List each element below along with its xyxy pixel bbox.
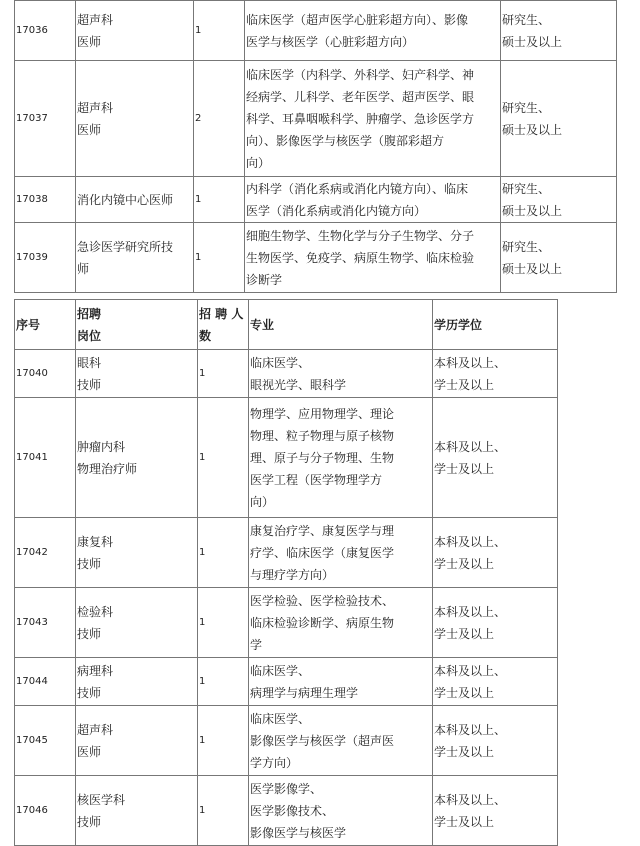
major-cell-line: 向）: [246, 155, 271, 170]
position-cell-line: 核医学科: [77, 792, 126, 807]
degree-cell: [501, 1, 617, 61]
major-cell-line: 医学与核医学（心脏彩超方向）: [246, 34, 415, 49]
major-cell-line: 影像医学与核医学（超声医: [250, 733, 395, 748]
serial-number-cell: 17039: [15, 223, 76, 293]
degree-cell-line: 硕士及以上: [502, 122, 563, 137]
serial-number-cell: 17036: [15, 1, 76, 61]
position-cell: [76, 776, 198, 846]
major-cell-line: 临床医学、: [250, 663, 311, 678]
position-cell: [76, 177, 194, 223]
major-cell-line: 医学（消化系病或消化内镜方向）: [246, 203, 427, 218]
position-cell-line: 技师: [77, 685, 102, 700]
major-cell-line: 向）、影像医学与核医学（腹部彩超方: [246, 133, 445, 148]
position-cell-line: 技师: [77, 556, 102, 571]
degree-cell-line: 学士及以上: [434, 685, 495, 700]
degree-cell-line: 硕士及以上: [502, 203, 563, 218]
headcount-cell: 1: [194, 177, 245, 223]
degree-cell: [501, 61, 617, 177]
table-header-row: [15, 300, 558, 350]
degree-cell-line: 学士及以上: [434, 626, 495, 641]
position-cell-line: 肿瘤内科: [77, 439, 126, 454]
serial-number-cell: 17044: [15, 658, 76, 706]
headcount-cell: 1: [194, 1, 245, 61]
degree-cell-line: 研究生、: [502, 239, 551, 254]
degree-cell-line: 学士及以上: [434, 814, 495, 829]
degree-cell: [501, 177, 617, 223]
degree-cell-line: 学士及以上: [434, 461, 495, 476]
major-cell-line: 临床检验诊断学、病原生物: [250, 615, 395, 630]
degree-cell: [433, 350, 558, 398]
serial-number-cell: 17042: [15, 518, 76, 588]
headcount-cell: 1: [198, 518, 249, 588]
major-cell-line: 康复治疗学、康复医学与理: [250, 523, 395, 538]
position-cell-line: 技师: [77, 377, 102, 392]
degree-cell: [433, 776, 558, 846]
table-row: [15, 398, 558, 518]
headcount-cell: 1: [198, 350, 249, 398]
headcount-cell: 1: [198, 588, 249, 658]
major-cell-line: 向）: [250, 494, 275, 509]
position-cell-line: 超声科: [77, 12, 114, 27]
major-cell-line: 理、原子与分子物理、生物: [250, 450, 395, 465]
major-cell: [249, 398, 433, 518]
major-cell: [245, 177, 501, 223]
degree-cell: [433, 588, 558, 658]
degree-cell-line: 本科及以上、: [434, 722, 507, 737]
headcount-cell: 1: [198, 706, 249, 776]
headcount-cell: 1: [198, 776, 249, 846]
major-cell-line: 物理学、应用物理学、理论: [250, 406, 395, 421]
headcount-cell: 1: [194, 223, 245, 293]
recruitment-table-bottom: [14, 299, 558, 846]
table-row: [15, 518, 558, 588]
degree-cell-line: 学士及以上: [434, 556, 495, 571]
degree-cell-line: 本科及以上、: [434, 604, 507, 619]
major-cell-line: 物理、粒子物理与原子核物: [250, 428, 395, 443]
table-row: [15, 706, 558, 776]
degree-cell-line: 学士及以上: [434, 744, 495, 759]
major-cell-line: 经病学、儿科学、老年医学、超声医学、眼: [246, 89, 475, 104]
position-cell-line: 医师: [77, 34, 102, 49]
position-cell-line: 急诊医学研究所技: [77, 239, 174, 254]
degree-cell: [433, 658, 558, 706]
degree-cell-line: 研究生、: [502, 100, 551, 115]
headcount-cell: 2: [194, 61, 245, 177]
position-cell-line: 医师: [77, 122, 102, 137]
major-cell: [245, 1, 501, 61]
major-cell-line: 内科学（消化系病或消化内镜方向）、临床: [246, 181, 469, 196]
serial-number-cell: 17046: [15, 776, 76, 846]
position-cell-line: 医师: [77, 744, 102, 759]
table-row: [15, 350, 558, 398]
position-cell: [76, 518, 198, 588]
degree-cell-line: 硕士及以上: [502, 261, 563, 276]
major-cell-line: 学方向）: [250, 755, 299, 770]
major-cell-line: 医学检验、医学检验技术、: [250, 593, 395, 608]
major-cell-line: 影像医学与核医学: [250, 825, 347, 840]
major-cell: [249, 658, 433, 706]
position-cell-line: 技师: [77, 814, 102, 829]
major-cell-line: 疗学、临床医学（康复医学: [250, 545, 395, 560]
degree-cell-line: 本科及以上、: [434, 663, 507, 678]
major-cell-line: 学: [250, 637, 263, 652]
position-cell: [76, 658, 198, 706]
header-id: 序号: [15, 300, 76, 350]
position-cell-line: 消化内镜中心医师: [77, 192, 174, 207]
major-cell: [245, 223, 501, 293]
table-row: [15, 177, 617, 223]
degree-cell: [433, 398, 558, 518]
major-cell-line: 临床医学、: [250, 711, 311, 726]
major-cell-line: 眼视光学、眼科学: [250, 377, 347, 392]
serial-number-cell: 17045: [15, 706, 76, 776]
degree-cell-line: 本科及以上、: [434, 439, 507, 454]
degree-cell: [501, 223, 617, 293]
table-row: [15, 61, 617, 177]
serial-number-cell: 17040: [15, 350, 76, 398]
position-cell-line: 康复科: [77, 534, 114, 549]
major-cell-line: 医学影像技术、: [250, 803, 335, 818]
position-cell: [76, 61, 194, 177]
major-cell: [249, 706, 433, 776]
major-cell-line: 生物医学、免疫学、病原生物学、临床检验: [246, 250, 475, 265]
header-major: 专业: [249, 300, 433, 350]
position-cell-line: 病理科: [77, 663, 114, 678]
header-position: 招聘 岗位: [76, 300, 198, 350]
serial-number-cell: 17038: [15, 177, 76, 223]
position-cell: [76, 1, 194, 61]
major-cell: [249, 588, 433, 658]
table-row: [15, 223, 617, 293]
recruitment-table-top: [14, 0, 617, 293]
position-cell-line: 师: [77, 261, 90, 276]
major-cell-line: 诊断学: [246, 272, 283, 287]
serial-number-cell: 17037: [15, 61, 76, 177]
degree-cell-line: 研究生、: [502, 181, 551, 196]
table-row: [15, 776, 558, 846]
headcount-cell: 1: [198, 658, 249, 706]
position-cell: [76, 223, 194, 293]
degree-cell: [433, 706, 558, 776]
serial-number-cell: 17041: [15, 398, 76, 518]
major-cell: [249, 350, 433, 398]
position-cell: [76, 706, 198, 776]
position-cell: [76, 350, 198, 398]
major-cell: [245, 61, 501, 177]
position-cell-line: 超声科: [77, 100, 114, 115]
degree-cell-line: 研究生、: [502, 12, 551, 27]
major-cell-line: 医学影像学、: [250, 781, 323, 796]
degree-cell-line: 本科及以上、: [434, 792, 507, 807]
position-cell-line: 技师: [77, 626, 102, 641]
major-cell-line: 与理疗学方向）: [250, 567, 335, 582]
major-cell: [249, 776, 433, 846]
major-cell: [249, 518, 433, 588]
degree-cell-line: 硕士及以上: [502, 34, 563, 49]
major-cell-line: 医学工程（医学物理学方: [250, 472, 383, 487]
position-cell-line: 眼科: [77, 355, 102, 370]
header-count: 招 聘 人 数: [198, 300, 249, 350]
serial-number-cell: 17043: [15, 588, 76, 658]
major-cell-line: 临床医学（内科学、外科学、妇产科学、神: [246, 67, 475, 82]
position-cell-line: 物理治疗师: [77, 461, 138, 476]
degree-cell-line: 本科及以上、: [434, 534, 507, 549]
table-row: [15, 1, 617, 61]
major-cell-line: 临床医学（超声医学心脏彩超方向）、影像: [246, 12, 469, 27]
position-cell-line: 检验科: [77, 604, 114, 619]
degree-cell-line: 本科及以上、: [434, 355, 507, 370]
degree-cell-line: 学士及以上: [434, 377, 495, 392]
position-cell-line: 超声科: [77, 722, 114, 737]
position-cell: [76, 588, 198, 658]
major-cell-line: 病理学与病理生理学: [250, 685, 359, 700]
major-cell-line: 细胞生物学、生物化学与分子生物学、分子: [246, 228, 475, 243]
major-cell-line: 科学、耳鼻咽喉科学、肿瘤学、急诊医学方: [246, 111, 475, 126]
table-row: [15, 658, 558, 706]
header-degree: 学历学位: [433, 300, 558, 350]
major-cell-line: 临床医学、: [250, 355, 311, 370]
position-cell: [76, 398, 198, 518]
headcount-cell: 1: [198, 398, 249, 518]
table-row: [15, 588, 558, 658]
degree-cell: [433, 518, 558, 588]
